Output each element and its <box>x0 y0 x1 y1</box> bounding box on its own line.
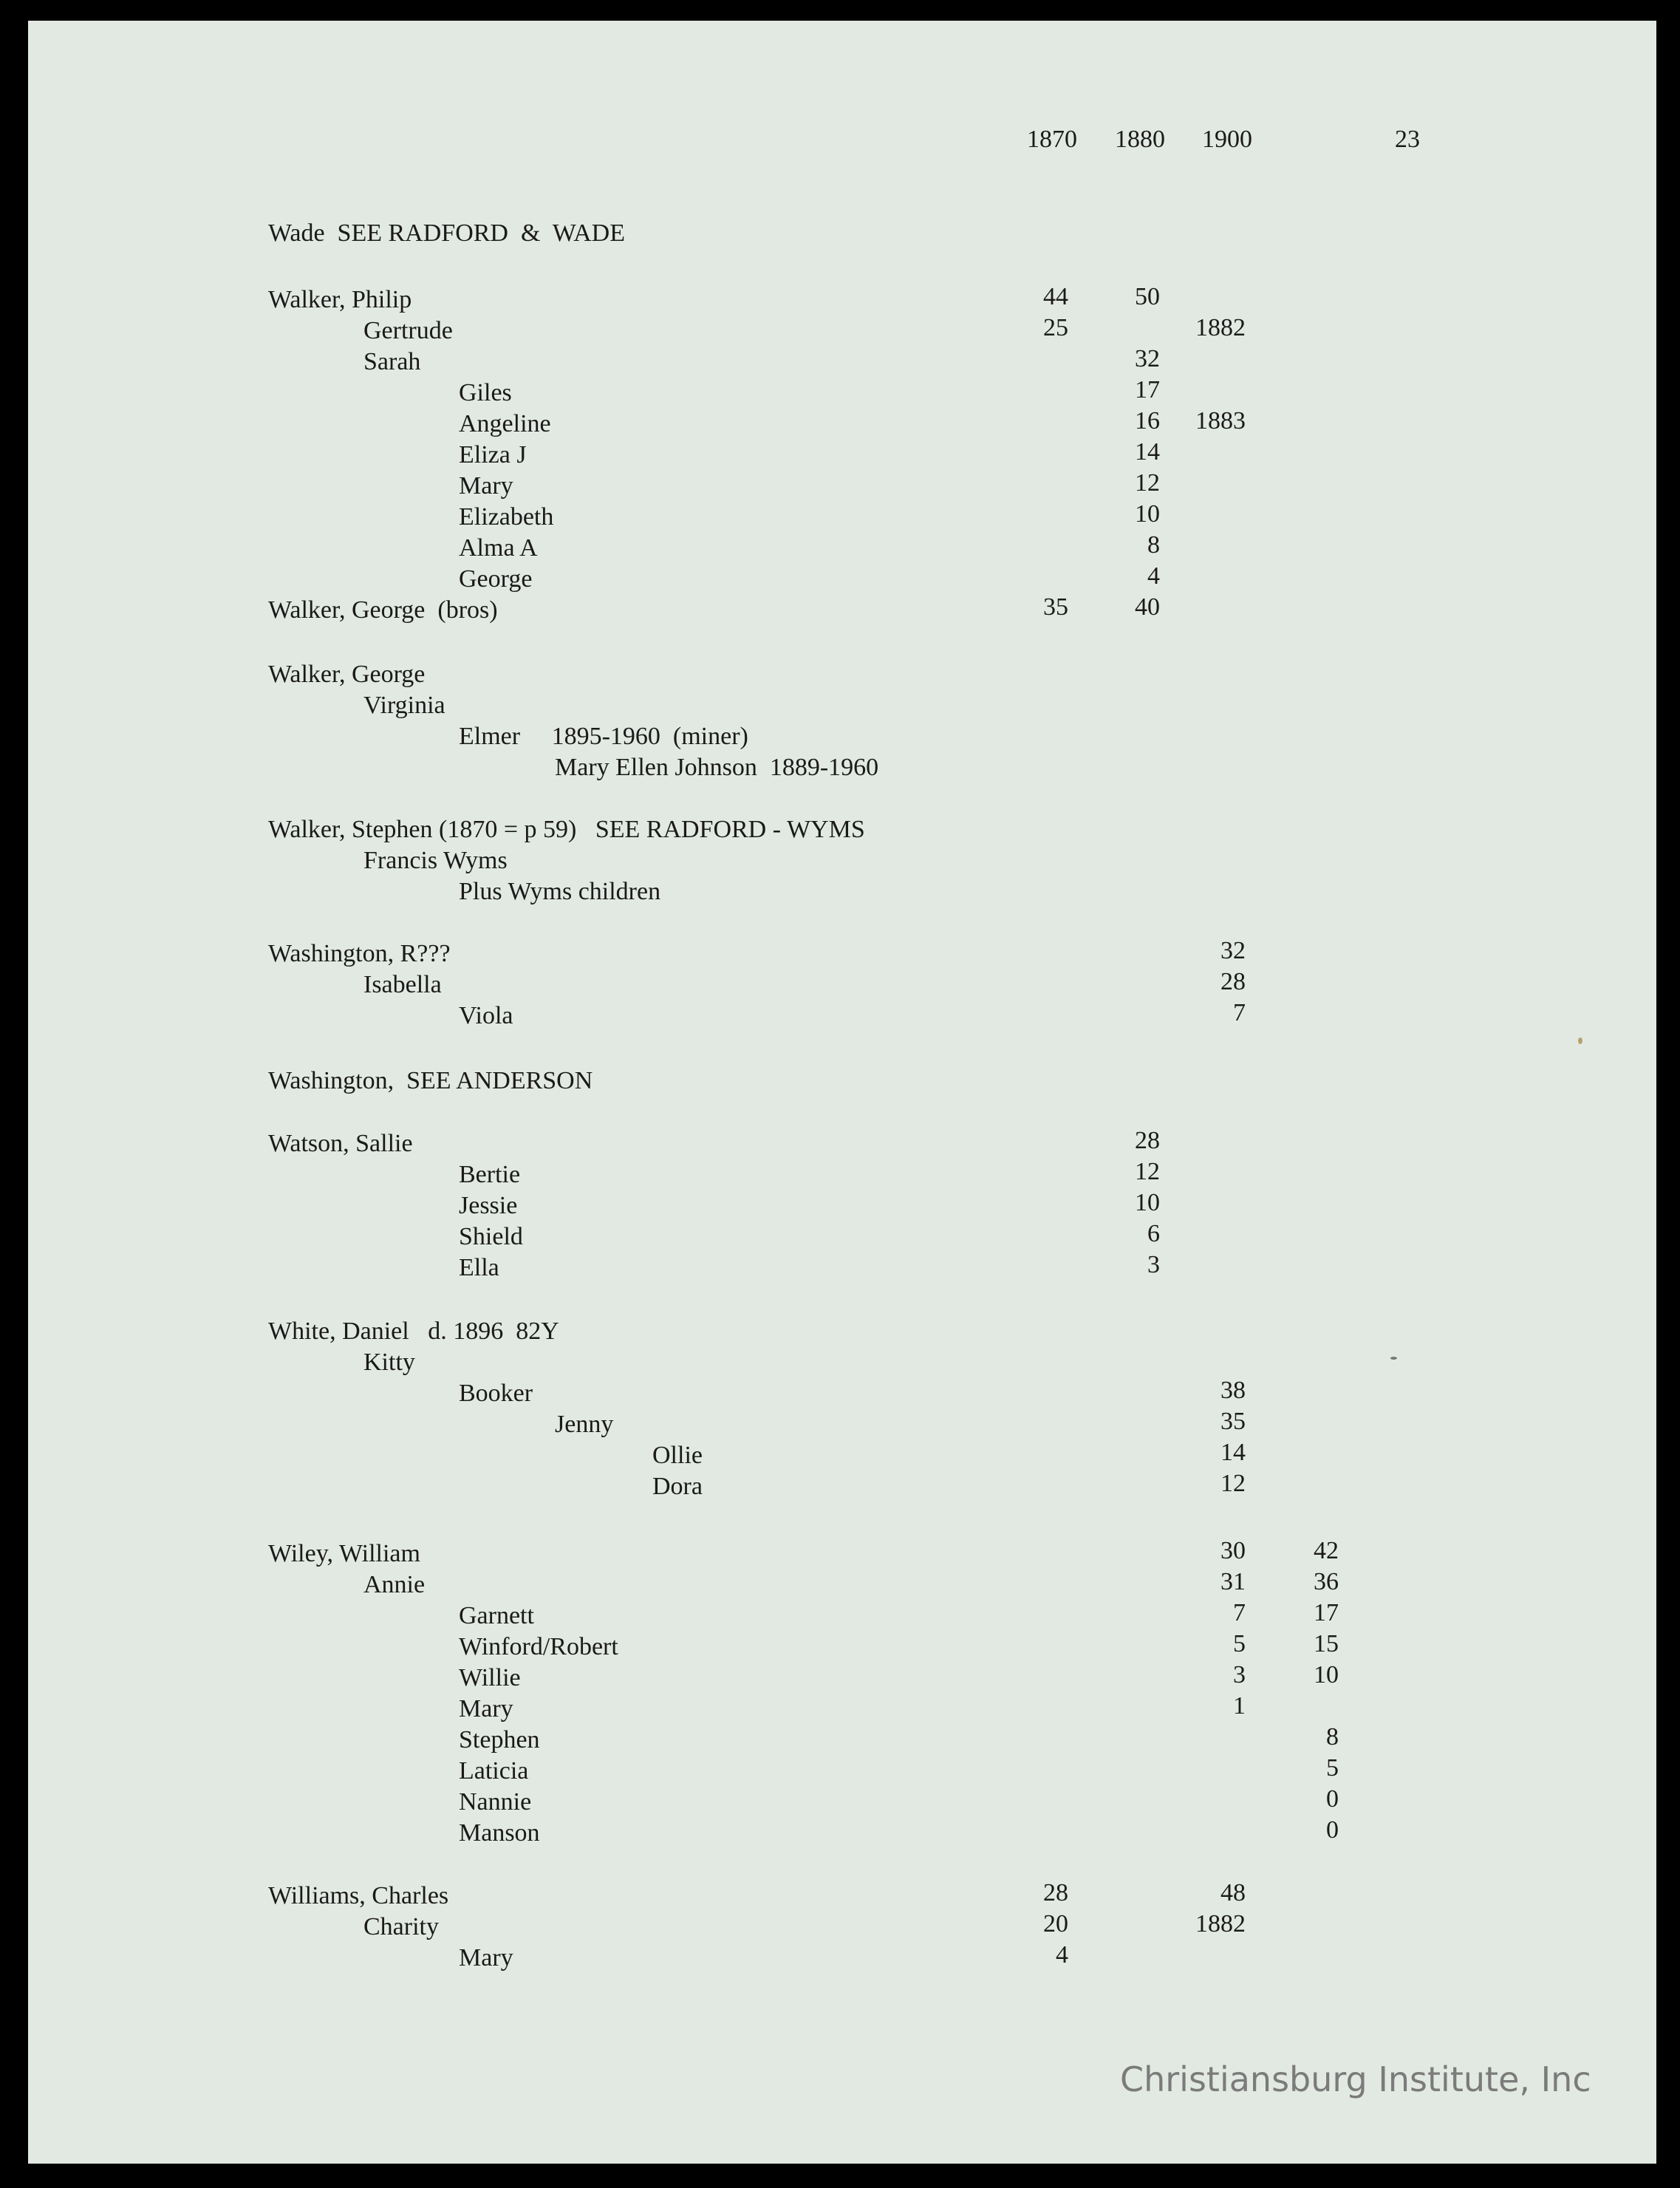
entry-row <box>28 1754 1656 1788</box>
entry-name: Sarah <box>363 348 421 375</box>
entry-row <box>28 438 1656 472</box>
value-1880: 12 <box>1135 469 1160 497</box>
entry-name: Shield <box>459 1223 523 1250</box>
entry-name: Washington, R??? <box>268 940 451 967</box>
entry-name: Wade SEE RADFORD & WADE <box>268 219 626 247</box>
value-1880: 28 <box>1135 1127 1160 1154</box>
entry-row <box>28 723 1656 754</box>
entry-name: Charity <box>363 1913 439 1940</box>
year-header-1900: 1900 <box>1202 126 1252 153</box>
value-1880: 12 <box>1135 1158 1160 1185</box>
entry-row <box>28 1599 1656 1633</box>
value-extra-column: 0 <box>1326 1816 1339 1844</box>
entry-row <box>28 1723 1656 1757</box>
entry-name: Manson <box>459 1819 540 1847</box>
entry-row <box>28 562 1656 596</box>
entry-name: Isabella <box>363 971 442 998</box>
value-extra-column: 42 <box>1314 1537 1339 1564</box>
entry-row <box>28 1220 1656 1254</box>
entry-row <box>28 1251 1656 1285</box>
entry-row <box>28 1816 1656 1850</box>
entry-name: Walker, Stephen (1870 = p 59) SEE RADFORD - WYMS <box>268 816 865 843</box>
entry-row <box>28 407 1656 441</box>
entry-name: Willie <box>459 1664 521 1691</box>
entry-name: Viola <box>459 1002 513 1029</box>
value-extra-column: 0 <box>1326 1785 1339 1813</box>
year-header-1870: 1870 <box>1027 126 1077 153</box>
value-1880: 4 <box>1147 562 1160 590</box>
entry-name: Alma A <box>459 534 538 562</box>
entry-name: Watson, Sallie <box>268 1130 413 1157</box>
value-extra-column: 8 <box>1326 1723 1339 1751</box>
entry-row <box>28 937 1656 971</box>
entry-row <box>28 968 1656 1002</box>
value-1870: 44 <box>1043 283 1068 310</box>
entry-name: Kitty <box>363 1349 415 1376</box>
entry-name: Ella <box>459 1254 499 1281</box>
entry-row <box>28 754 1656 785</box>
value-1900: 38 <box>1220 1377 1246 1404</box>
value-1900: 1883 <box>1195 407 1246 434</box>
value-extra-column: 36 <box>1314 1568 1339 1595</box>
entry-row <box>28 1377 1656 1411</box>
year-header-1880: 1880 <box>1115 126 1165 153</box>
value-1870: 28 <box>1043 1879 1068 1906</box>
value-extra-column: 5 <box>1326 1754 1339 1782</box>
entry-name: Garnett <box>459 1602 534 1629</box>
entry-row <box>28 1785 1656 1819</box>
value-1870: 20 <box>1043 1910 1068 1937</box>
entry-row <box>28 1910 1656 1944</box>
entry-name: Nannie <box>459 1788 532 1816</box>
value-extra-column: 17 <box>1314 1599 1339 1626</box>
entry-row <box>28 469 1656 503</box>
entry-name: Francis Wyms <box>363 847 508 874</box>
entry-row <box>28 1318 1656 1349</box>
value-1880: 6 <box>1147 1220 1160 1247</box>
value-1900: 28 <box>1220 968 1246 995</box>
value-1870: 25 <box>1043 314 1068 341</box>
value-1880: 10 <box>1135 500 1160 528</box>
value-1900: 3 <box>1233 1661 1246 1688</box>
value-1870: 4 <box>1056 1941 1068 1969</box>
entry-name: Ollie <box>652 1442 703 1469</box>
value-1900: 31 <box>1220 1568 1246 1595</box>
entry-row <box>28 593 1656 627</box>
entry-row <box>28 1568 1656 1602</box>
value-1900: 14 <box>1220 1439 1246 1466</box>
value-1880: 3 <box>1147 1251 1160 1278</box>
entry-name: Winford/Robert <box>459 1633 618 1660</box>
entry-row <box>28 999 1656 1033</box>
entry-name: Williams, Charles <box>268 1882 449 1909</box>
entry-row <box>28 1692 1656 1726</box>
entry-row <box>28 283 1656 317</box>
value-1900: 48 <box>1220 1879 1246 1906</box>
value-1900: 7 <box>1233 999 1246 1026</box>
entry-name: White, Daniel d. 1896 82Y <box>268 1318 559 1345</box>
entry-row <box>28 1470 1656 1504</box>
entry-row <box>28 376 1656 410</box>
value-1900: 12 <box>1220 1470 1246 1497</box>
entry-row <box>28 1408 1656 1442</box>
value-1900: 32 <box>1220 937 1246 964</box>
entry-row <box>28 1661 1656 1695</box>
entry-name: Mary Ellen Johnson 1889-1960 <box>555 754 879 781</box>
value-1900: 1882 <box>1195 1910 1246 1937</box>
value-1880: 8 <box>1147 531 1160 559</box>
entry-name: Annie <box>363 1571 426 1598</box>
value-1870: 35 <box>1043 593 1068 621</box>
entry-row <box>28 1127 1656 1161</box>
value-1880: 14 <box>1135 438 1160 466</box>
entry-row <box>28 878 1656 909</box>
value-1880: 16 <box>1135 407 1160 434</box>
entry-name: Virginia <box>363 692 445 719</box>
value-extra-column: 15 <box>1314 1630 1339 1657</box>
entry-row <box>28 531 1656 565</box>
entry-row <box>28 219 1656 251</box>
entry-name: Jenny <box>555 1411 614 1438</box>
document-page <box>28 21 1656 2164</box>
entry-name: Laticia <box>459 1757 529 1785</box>
entry-name: Dora <box>652 1473 703 1500</box>
value-1900: 1 <box>1233 1692 1246 1720</box>
value-1880: 50 <box>1135 283 1160 310</box>
entry-name: Mary <box>459 472 513 500</box>
entry-name: Mary <box>459 1695 513 1722</box>
page-number: 23 <box>1395 126 1420 153</box>
entry-name: Walker, George (bros) <box>268 596 498 624</box>
entry-row <box>28 661 1656 692</box>
entry-name: Walker, Philip <box>268 286 412 313</box>
entry-row <box>28 1537 1656 1571</box>
entry-name: Booker <box>459 1380 533 1407</box>
entry-row <box>28 1067 1656 1098</box>
entry-name: Gertrude <box>363 317 453 344</box>
entry-row <box>28 1349 1656 1380</box>
value-1900: 7 <box>1233 1599 1246 1626</box>
entry-row <box>28 1630 1656 1664</box>
value-1900: 1882 <box>1195 314 1246 341</box>
entry-row <box>28 692 1656 723</box>
value-1880: 40 <box>1135 593 1160 621</box>
entry-name: Elmer 1895-1960 (miner) <box>459 723 748 750</box>
entry-name: George <box>459 565 533 593</box>
entry-row <box>28 500 1656 534</box>
entry-name: Mary <box>459 1944 513 1971</box>
entry-row <box>28 816 1656 847</box>
entry-name: Eliza J <box>459 441 527 468</box>
entry-name: Plus Wyms children <box>459 878 661 905</box>
entry-row <box>28 1879 1656 1913</box>
entry-row <box>28 1439 1656 1473</box>
entry-name: Giles <box>459 379 512 406</box>
value-1900: 35 <box>1220 1408 1246 1435</box>
watermark: Christiansburg Institute, Inc <box>1120 2059 1591 2099</box>
entry-name: Stephen <box>459 1726 540 1754</box>
value-extra-column: 10 <box>1314 1661 1339 1688</box>
value-1900: 30 <box>1220 1537 1246 1564</box>
paper-speck <box>1390 1357 1397 1360</box>
entry-name: Jessie <box>459 1192 518 1219</box>
value-1880: 32 <box>1135 345 1160 372</box>
entry-row <box>28 1941 1656 1975</box>
entry-name: Wiley, William <box>268 1540 420 1567</box>
entry-name: Elizabeth <box>459 503 554 531</box>
value-1880: 17 <box>1135 376 1160 403</box>
entry-row <box>28 314 1656 348</box>
entry-row <box>28 1189 1656 1223</box>
entry-name: Washington, SEE ANDERSON <box>268 1067 593 1094</box>
value-1880: 10 <box>1135 1189 1160 1216</box>
entry-name: Walker, George <box>268 661 426 688</box>
value-1900: 5 <box>1233 1630 1246 1657</box>
entry-name: Bertie <box>459 1161 521 1188</box>
paper-speck <box>1578 1037 1582 1044</box>
entry-row <box>28 847 1656 878</box>
entry-name: Angeline <box>459 410 551 437</box>
entry-row <box>28 1158 1656 1192</box>
entry-row <box>28 345 1656 379</box>
